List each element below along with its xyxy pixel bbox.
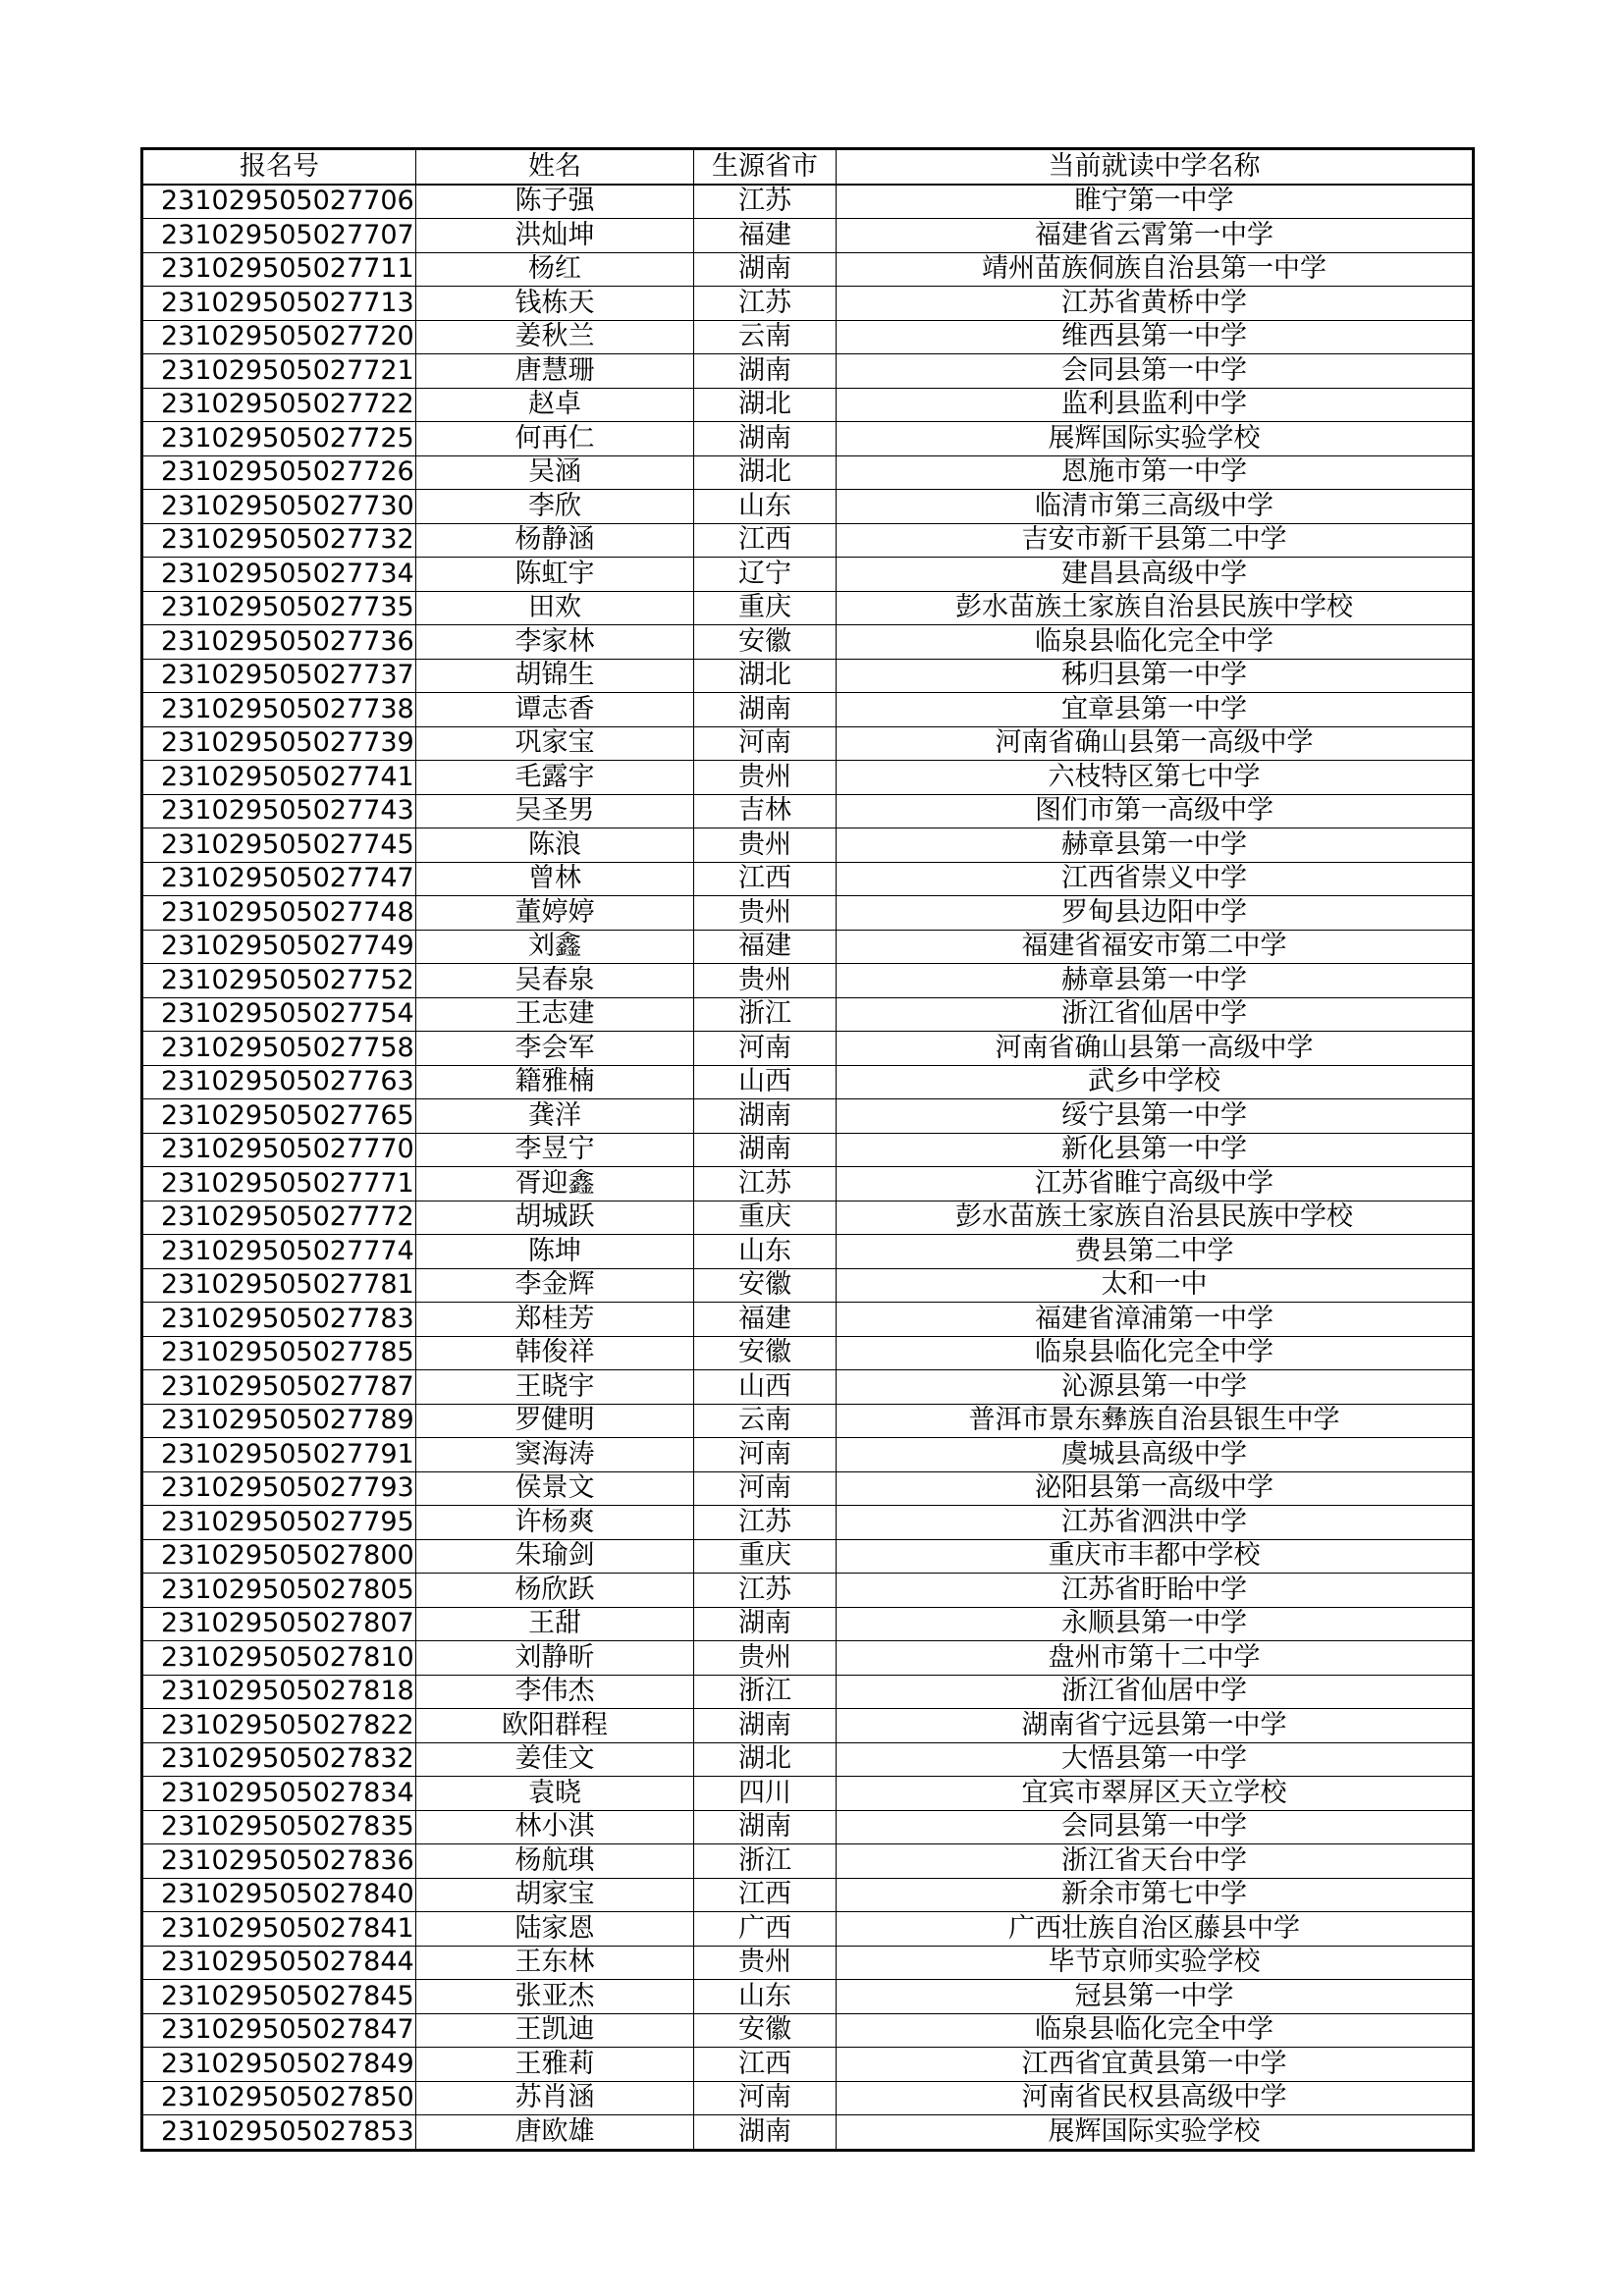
cell-registration-number: 231029505027720 [142,320,416,354]
cell-province: 湖南 [694,2115,837,2151]
cell-name: 董婷婷 [416,896,694,931]
cell-registration-number: 231029505027765 [142,1099,416,1134]
table-row [142,523,1474,558]
cell-name: 王志建 [416,997,694,1032]
cell-registration-number: 231029505027849 [142,2048,416,2082]
table-row [142,1404,1474,1438]
cell-school: 展辉国际实验学校 [837,422,1474,456]
cell-registration-number: 231029505027739 [142,726,416,761]
table-row [142,964,1474,998]
cell-school: 江苏省盱眙中学 [837,1574,1474,1608]
cell-school: 宜宾市翠屏区天立学校 [837,1777,1474,1811]
cell-school: 靖州苗族侗族自治县第一中学 [837,252,1474,287]
cell-registration-number: 231029505027795 [142,1506,416,1540]
cell-province: 云南 [694,320,837,354]
cell-name: 郑桂芳 [416,1303,694,1337]
cell-school: 展辉国际实验学校 [837,2115,1474,2151]
cell-registration-number: 231029505027730 [142,490,416,524]
header-row [142,149,1474,185]
cell-province: 山东 [694,1980,837,2014]
table-row [142,1980,1474,2014]
cell-name: 王雅莉 [416,2048,694,2082]
cell-registration-number: 231029505027734 [142,558,416,592]
cell-name: 杨静涵 [416,523,694,558]
cell-school: 江苏省黄桥中学 [837,287,1474,321]
cell-registration-number: 231029505027793 [142,1471,416,1506]
cell-school: 江西省宜黄县第一中学 [837,2048,1474,2082]
cell-name: 陆家恩 [416,1912,694,1947]
cell-registration-number: 231029505027706 [142,185,416,219]
cell-school: 江西省崇义中学 [837,862,1474,896]
cell-province: 江西 [694,862,837,896]
cell-registration-number: 231029505027841 [142,1912,416,1947]
table-row [142,1201,1474,1235]
table-body [142,185,1474,2151]
cell-name: 巩家宝 [416,726,694,761]
cell-registration-number: 231029505027781 [142,1268,416,1303]
cell-registration-number: 231029505027748 [142,896,416,931]
cell-province: 江苏 [694,1574,837,1608]
cell-name: 钱栋天 [416,287,694,321]
table-row [142,862,1474,896]
table-row [142,1946,1474,1980]
cell-school: 临泉县临化完全中学 [837,625,1474,660]
cell-registration-number: 231029505027822 [142,1709,416,1743]
cell-name: 吴圣男 [416,794,694,828]
cell-registration-number: 231029505027774 [142,1235,416,1269]
cell-province: 山东 [694,490,837,524]
cell-registration-number: 231029505027834 [142,1777,416,1811]
table-row [142,1539,1474,1574]
cell-province: 浙江 [694,1675,837,1709]
table-row [142,2081,1474,2115]
table-row [142,1641,1474,1676]
cell-school: 永顺县第一中学 [837,1607,1474,1641]
cell-province: 河南 [694,1438,837,1472]
cell-province: 安徽 [694,625,837,660]
cell-province: 贵州 [694,896,837,931]
cell-registration-number: 231029505027844 [142,1946,416,1980]
cell-school: 福建省漳浦第一中学 [837,1303,1474,1337]
cell-school: 重庆市丰都中学校 [837,1539,1474,1574]
cell-school: 维西县第一中学 [837,320,1474,354]
cell-registration-number: 231029505027738 [142,693,416,727]
cell-name: 籍雅楠 [416,1065,694,1099]
header-registration-number: 报名号 [142,149,416,185]
cell-registration-number: 231029505027850 [142,2081,416,2115]
table-row [142,2115,1474,2151]
cell-name: 吴春泉 [416,964,694,998]
cell-school: 新化县第一中学 [837,1133,1474,1167]
cell-school: 泌阳县第一高级中学 [837,1471,1474,1506]
cell-name: 王甜 [416,1607,694,1641]
cell-school: 监利县监利中学 [837,388,1474,422]
cell-province: 湖北 [694,659,837,693]
cell-school: 会同县第一中学 [837,1810,1474,1844]
cell-province: 江西 [694,1878,837,1912]
table-row [142,726,1474,761]
cell-registration-number: 231029505027791 [142,1438,416,1472]
cell-registration-number: 231029505027736 [142,625,416,660]
cell-registration-number: 231029505027807 [142,1607,416,1641]
cell-registration-number: 231029505027735 [142,591,416,625]
cell-registration-number: 231029505027805 [142,1574,416,1608]
cell-province: 安徽 [694,1268,837,1303]
cell-registration-number: 231029505027743 [142,794,416,828]
cell-name: 苏肖涵 [416,2081,694,2115]
table-row [142,558,1474,592]
cell-province: 四川 [694,1777,837,1811]
header-province: 生源省市 [694,149,837,185]
table-row [142,490,1474,524]
table-row [142,1133,1474,1167]
cell-school: 沁源县第一中学 [837,1370,1474,1405]
table-row [142,287,1474,321]
cell-name: 刘静昕 [416,1641,694,1676]
table-row [142,455,1474,490]
cell-school: 河南省确山县第一高级中学 [837,726,1474,761]
cell-registration-number: 231029505027772 [142,1201,416,1235]
cell-school: 宜章县第一中学 [837,693,1474,727]
table-row [142,2048,1474,2082]
table-row [142,1506,1474,1540]
cell-name: 何再仁 [416,422,694,456]
cell-school: 虞城县高级中学 [837,1438,1474,1472]
cell-registration-number: 231029505027713 [142,287,416,321]
cell-school: 浙江省仙居中学 [837,1675,1474,1709]
cell-name: 姜佳文 [416,1742,694,1777]
cell-school: 睢宁第一中学 [837,185,1474,219]
cell-school: 罗甸县边阳中学 [837,896,1474,931]
cell-registration-number: 231029505027754 [142,997,416,1032]
cell-province: 安徽 [694,2013,837,2048]
cell-registration-number: 231029505027763 [142,1065,416,1099]
cell-registration-number: 231029505027747 [142,862,416,896]
cell-registration-number: 231029505027840 [142,1878,416,1912]
cell-province: 湖北 [694,455,837,490]
cell-name: 姜秋兰 [416,320,694,354]
cell-name: 张亚杰 [416,1980,694,2014]
cell-province: 吉林 [694,794,837,828]
cell-province: 江西 [694,523,837,558]
cell-name: 李伟杰 [416,1675,694,1709]
cell-province: 贵州 [694,964,837,998]
table-row [142,1032,1474,1066]
cell-registration-number: 231029505027721 [142,354,416,389]
table-row [142,659,1474,693]
cell-province: 贵州 [694,1946,837,1980]
cell-school: 江苏省泗洪中学 [837,1506,1474,1540]
cell-province: 辽宁 [694,558,837,592]
cell-registration-number: 231029505027783 [142,1303,416,1337]
cell-name: 毛露宇 [416,761,694,795]
cell-province: 浙江 [694,997,837,1032]
cell-province: 贵州 [694,761,837,795]
cell-school: 太和一中 [837,1268,1474,1303]
table-row [142,828,1474,863]
cell-registration-number: 231029505027707 [142,219,416,253]
table-row [142,1471,1474,1506]
table-row [142,761,1474,795]
cell-school: 六枝特区第七中学 [837,761,1474,795]
table-row [142,1912,1474,1947]
cell-province: 湖南 [694,252,837,287]
cell-name: 杨欣跃 [416,1574,694,1608]
cell-school: 费县第二中学 [837,1235,1474,1269]
table-row [142,1878,1474,1912]
cell-school: 浙江省仙居中学 [837,997,1474,1032]
cell-school: 普洱市景东彝族自治县银生中学 [837,1404,1474,1438]
cell-registration-number: 231029505027853 [142,2115,416,2151]
table-row [142,388,1474,422]
header-school: 当前就读中学名称 [837,149,1474,185]
cell-school: 建昌县高级中学 [837,558,1474,592]
cell-registration-number: 231029505027770 [142,1133,416,1167]
cell-province: 江西 [694,2048,837,2082]
cell-school: 江苏省睢宁高级中学 [837,1167,1474,1201]
cell-registration-number: 231029505027845 [142,1980,416,2014]
cell-name: 洪灿坤 [416,219,694,253]
cell-registration-number: 231029505027785 [142,1336,416,1370]
cell-school: 河南省确山县第一高级中学 [837,1032,1474,1066]
cell-name: 韩俊祥 [416,1336,694,1370]
table-row [142,1777,1474,1811]
table-row [142,693,1474,727]
cell-name: 王东林 [416,1946,694,1980]
table-row [142,354,1474,389]
cell-province: 河南 [694,1032,837,1066]
cell-school: 临清市第三高级中学 [837,490,1474,524]
cell-name: 林小淇 [416,1810,694,1844]
cell-province: 山西 [694,1065,837,1099]
cell-province: 湖南 [694,1607,837,1641]
cell-school: 湖南省宁远县第一中学 [837,1709,1474,1743]
table-header [142,149,1474,185]
table-row [142,625,1474,660]
cell-name: 李金辉 [416,1268,694,1303]
cell-school: 福建省福安市第二中学 [837,930,1474,964]
cell-registration-number: 231029505027741 [142,761,416,795]
cell-name: 陈子强 [416,185,694,219]
table-row [142,794,1474,828]
cell-school: 会同县第一中学 [837,354,1474,389]
cell-registration-number: 231029505027711 [142,252,416,287]
cell-school: 毕节京师实验学校 [837,1946,1474,1980]
cell-registration-number: 231029505027771 [142,1167,416,1201]
cell-name: 李欣 [416,490,694,524]
table-row [142,219,1474,253]
cell-registration-number: 231029505027835 [142,1810,416,1844]
cell-name: 刘鑫 [416,930,694,964]
cell-school: 盘州市第十二中学 [837,1641,1474,1676]
cell-school: 新余市第七中学 [837,1878,1474,1912]
cell-name: 龚洋 [416,1099,694,1134]
cell-name: 胥迎鑫 [416,1167,694,1201]
cell-registration-number: 231029505027722 [142,388,416,422]
cell-name: 窦海涛 [416,1438,694,1472]
cell-school: 福建省云霄第一中学 [837,219,1474,253]
table-row [142,591,1474,625]
cell-registration-number: 231029505027847 [142,2013,416,2048]
cell-school: 河南省民权县高级中学 [837,2081,1474,2115]
cell-province: 河南 [694,2081,837,2115]
cell-name: 田欢 [416,591,694,625]
cell-name: 许杨爽 [416,1506,694,1540]
table-row [142,422,1474,456]
cell-province: 福建 [694,930,837,964]
table-row [142,320,1474,354]
table-row [142,1810,1474,1844]
table-row [142,2013,1474,2048]
cell-province: 江苏 [694,287,837,321]
table-row [142,1303,1474,1337]
cell-school: 秭归县第一中学 [837,659,1474,693]
cell-school: 赫章县第一中学 [837,964,1474,998]
cell-province: 湖北 [694,388,837,422]
table-row [142,1709,1474,1743]
cell-name: 陈坤 [416,1235,694,1269]
cell-registration-number: 231029505027800 [142,1539,416,1574]
cell-province: 重庆 [694,1201,837,1235]
cell-name: 谭志香 [416,693,694,727]
table-row [142,1167,1474,1201]
cell-school: 恩施市第一中学 [837,455,1474,490]
cell-province: 江苏 [694,1506,837,1540]
cell-name: 李昱宁 [416,1133,694,1167]
cell-school: 武乡中学校 [837,1065,1474,1099]
cell-registration-number: 231029505027737 [142,659,416,693]
cell-province: 贵州 [694,1641,837,1676]
cell-registration-number: 231029505027832 [142,1742,416,1777]
cell-school: 浙江省天台中学 [837,1844,1474,1879]
cell-name: 胡城跃 [416,1201,694,1235]
cell-province: 河南 [694,1471,837,1506]
table-row [142,1438,1474,1472]
cell-school: 赫章县第一中学 [837,828,1474,863]
cell-registration-number: 231029505027758 [142,1032,416,1066]
cell-province: 安徽 [694,1336,837,1370]
table-row [142,1065,1474,1099]
table-row [142,1574,1474,1608]
table-row [142,1675,1474,1709]
cell-province: 河南 [694,726,837,761]
cell-province: 湖南 [694,1133,837,1167]
cell-name: 曾林 [416,862,694,896]
cell-province: 广西 [694,1912,837,1947]
table-row [142,1268,1474,1303]
cell-province: 湖南 [694,1810,837,1844]
cell-school: 冠县第一中学 [837,1980,1474,2014]
cell-province: 湖南 [694,1709,837,1743]
cell-name: 袁晓 [416,1777,694,1811]
cell-school: 绥宁县第一中学 [837,1099,1474,1134]
cell-province: 云南 [694,1404,837,1438]
cell-name: 欧阳群程 [416,1709,694,1743]
cell-province: 山东 [694,1235,837,1269]
cell-name: 王晓宇 [416,1370,694,1405]
admission-list-table [140,147,1475,2152]
table-row [142,1742,1474,1777]
table-row [142,1099,1474,1134]
table-row [142,997,1474,1032]
table-row [142,252,1474,287]
cell-name: 朱瑜剑 [416,1539,694,1574]
cell-registration-number: 231029505027725 [142,422,416,456]
cell-name: 赵卓 [416,388,694,422]
cell-province: 湖南 [694,1099,837,1134]
cell-school: 广西壮族自治区藤县中学 [837,1912,1474,1947]
cell-registration-number: 231029505027726 [142,455,416,490]
cell-province: 福建 [694,1303,837,1337]
cell-province: 福建 [694,219,837,253]
table-row [142,185,1474,219]
cell-name: 侯景文 [416,1471,694,1506]
cell-province: 浙江 [694,1844,837,1879]
cell-registration-number: 231029505027836 [142,1844,416,1879]
table-row [142,1844,1474,1879]
cell-province: 湖南 [694,693,837,727]
table-row [142,1235,1474,1269]
cell-name: 李会军 [416,1032,694,1066]
cell-province: 重庆 [694,1539,837,1574]
cell-name: 唐慧珊 [416,354,694,389]
cell-school: 吉安市新干县第二中学 [837,523,1474,558]
table-row [142,930,1474,964]
cell-registration-number: 231029505027745 [142,828,416,863]
cell-name: 杨航琪 [416,1844,694,1879]
cell-name: 吴涵 [416,455,694,490]
cell-registration-number: 231029505027818 [142,1675,416,1709]
cell-province: 重庆 [694,591,837,625]
cell-school: 大悟县第一中学 [837,1742,1474,1777]
cell-school: 临泉县临化完全中学 [837,1336,1474,1370]
table-row [142,1370,1474,1405]
cell-name: 胡家宝 [416,1878,694,1912]
table-row [142,1607,1474,1641]
cell-school: 彭水苗族土家族自治县民族中学校 [837,1201,1474,1235]
table-row [142,1336,1474,1370]
cell-registration-number: 231029505027732 [142,523,416,558]
cell-school: 图们市第一高级中学 [837,794,1474,828]
cell-name: 陈浪 [416,828,694,863]
cell-province: 江苏 [694,1167,837,1201]
cell-registration-number: 231029505027810 [142,1641,416,1676]
cell-province: 湖南 [694,422,837,456]
cell-registration-number: 231029505027752 [142,964,416,998]
cell-name: 王凯迪 [416,2013,694,2048]
cell-province: 湖南 [694,354,837,389]
cell-name: 唐欧雄 [416,2115,694,2151]
cell-province: 山西 [694,1370,837,1405]
cell-registration-number: 231029505027749 [142,930,416,964]
cell-name: 杨红 [416,252,694,287]
cell-school: 临泉县临化完全中学 [837,2013,1474,2048]
cell-registration-number: 231029505027789 [142,1404,416,1438]
cell-name: 陈虹宇 [416,558,694,592]
cell-name: 胡锦生 [416,659,694,693]
cell-registration-number: 231029505027787 [142,1370,416,1405]
cell-province: 江苏 [694,185,837,219]
cell-name: 李家林 [416,625,694,660]
cell-province: 贵州 [694,828,837,863]
cell-province: 湖北 [694,1742,837,1777]
cell-school: 彭水苗族土家族自治县民族中学校 [837,591,1474,625]
table-row [142,896,1474,931]
cell-name: 罗健明 [416,1404,694,1438]
header-name: 姓名 [416,149,694,185]
